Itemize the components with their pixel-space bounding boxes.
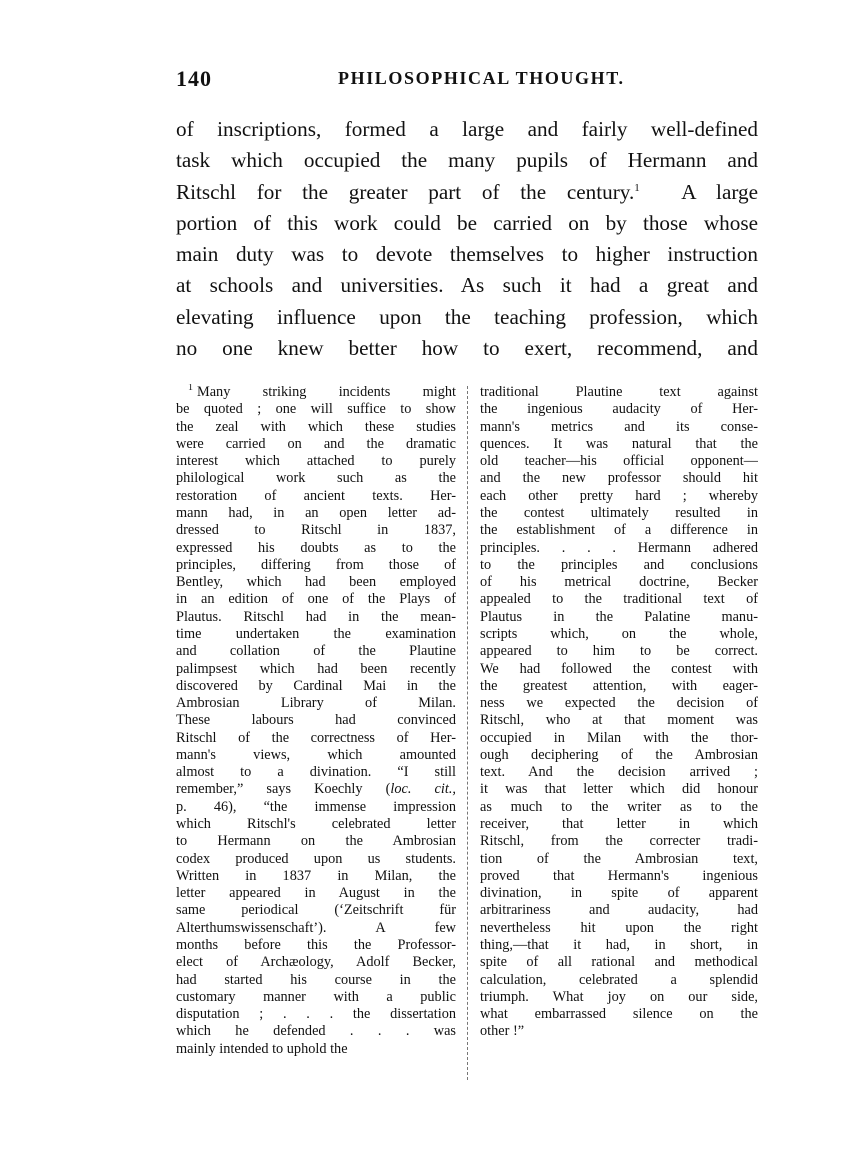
footnote-right-column: [480, 384, 758, 1041]
footnote-line: [176, 781, 456, 798]
footnote-line: [176, 764, 456, 781]
footnote-line: [176, 384, 456, 401]
footnote-line: [176, 643, 456, 660]
footnote-line-text: interest which attached to purely: [176, 453, 456, 470]
footnote-line: [176, 712, 456, 729]
footnote-line-text: appeared to him to be correct.: [480, 643, 758, 660]
footnote-line: [480, 453, 758, 470]
footnote-line: [480, 712, 758, 729]
main-line: no one knew better how to exert, recommend, and: [176, 336, 758, 361]
running-head: PHILOSOPHICAL THOUGHT.: [338, 68, 625, 88]
footnote-line-text: Ambrosian Library of Milan.: [176, 695, 456, 712]
footnote-line-text: philological work such as the: [176, 470, 456, 487]
footnote-line: [480, 851, 758, 868]
main-line: elevating influence upon the teaching profession, which: [176, 304, 758, 329]
footnote-line-text: scripts which, on the whole,: [480, 625, 758, 642]
footnote-line-text: spite of all rational and methodical: [480, 954, 758, 971]
footnote-line-text: to Hermann on the Ambrosian: [176, 833, 456, 850]
footnote-line-text: remember,” says Koechly (loc. cit.,: [176, 781, 456, 798]
footnote-line-text: Plautus in the Palatine manu-: [480, 608, 758, 625]
footnote-line: [176, 1023, 456, 1040]
footnote-line: [176, 540, 456, 557]
footnote-line-text: other !”: [480, 1023, 525, 1040]
footnote-line-text: expressed his doubts as to the: [176, 539, 456, 556]
footnote-line-text: Many striking incidents might: [197, 384, 456, 400]
footnote-line: [480, 626, 758, 643]
footnote-line-text: discovered by Cardinal Mai in the: [176, 677, 456, 694]
footnote-line: [480, 937, 758, 954]
footnote-line: [176, 661, 456, 678]
footnote-line-text: customary manner with a public: [176, 988, 456, 1005]
column-divider: [467, 386, 469, 1080]
footnote-line-text: which he defended . . . was: [176, 1023, 456, 1040]
footnote-line-text: Ritschl, from the correcter tradi-: [480, 833, 758, 850]
footnote-line: [480, 781, 758, 798]
main-line-tail: A large: [681, 179, 758, 204]
footnote-line-text: the contest ultimately resulted in: [480, 504, 758, 521]
footnote-line: [480, 609, 758, 626]
footnote-line: [480, 522, 758, 539]
footnote-line: [480, 661, 758, 678]
footnote-line-text: almost to a divination. “I still: [176, 764, 456, 781]
main-line: of inscriptions, formed a large and fairly well-defined: [176, 117, 758, 141]
footnote-line-text: of his metrical doctrine, Becker: [480, 574, 758, 591]
footnote-line-text: letter appeared in August in the: [176, 885, 456, 902]
footnote-line: [480, 384, 758, 401]
footnote-line-text: palimpsest which had been recently: [176, 660, 456, 677]
footnote-marker: 1: [188, 384, 193, 394]
page-number: 140: [176, 66, 212, 91]
footnote-line: [176, 868, 456, 885]
footnote-line-text: be quoted ; one will suffice to show: [176, 401, 456, 418]
footnote-line: [176, 453, 456, 470]
footnote-line: [176, 833, 456, 850]
footnote-line: [176, 730, 456, 747]
footnote-line-text: the establishment of a difference in: [480, 522, 758, 539]
footnote-line-text: each other pretty hard ; whereby: [480, 487, 758, 504]
footnote-line: [176, 419, 456, 436]
footnote-line-text: dressed to Ritschl in 1837,: [176, 522, 456, 539]
footnote-line: [176, 488, 456, 505]
footnote-line: [480, 1006, 758, 1023]
footnote-line-text: had started his course in the: [176, 971, 456, 988]
footnote-line: [176, 1041, 456, 1058]
footnote-line-text: Ritschl of the correctness of Her-: [176, 729, 456, 746]
main-line-text: Ritschl for the greater part of the century.: [176, 179, 635, 204]
footnote-line-text: nevertheless hit upon the right: [480, 919, 758, 936]
main-line: portion of this work could be carried on by those whose: [176, 210, 758, 235]
main-line: main duty was to devote themselves to higher instruction: [176, 242, 758, 267]
main-line: [176, 177, 758, 208]
footnote-line-text: elect of Archæology, Adolf Becker,: [176, 954, 456, 971]
footnote-line-text: months before this the Professor-: [176, 937, 456, 953]
footnote-line: [480, 833, 758, 850]
footnote-line: [176, 574, 456, 591]
footnote-line: [176, 1006, 456, 1023]
footnote-line: [176, 954, 456, 971]
footnote-line: [480, 419, 758, 436]
footnote-line-text: thing,—that it had, in short, in: [480, 937, 758, 953]
footnote-line-text: the greatest attention, with eager-: [480, 677, 758, 694]
footnote-line: [480, 954, 758, 971]
footnote-line-text: traditional Plautine text against: [480, 384, 758, 400]
footnote-line: [176, 609, 456, 626]
footnote-line: [176, 591, 456, 608]
footnote-line: [176, 799, 456, 816]
footnote-line-text: p. 46), “the immense impression: [176, 798, 456, 815]
footnote-line-text: mainly intended to uphold the: [176, 1040, 348, 1057]
footnote-line-text: in an edition of one of the Plays of: [176, 591, 456, 608]
footnote-line: [480, 885, 758, 902]
footnote-line-text: triumph. What joy on our side,: [480, 988, 758, 1005]
footnote-line: [176, 401, 456, 418]
footnote-line: [480, 574, 758, 591]
footnote-line-text: mann's metrics and its conse-: [480, 418, 758, 435]
footnote-line-text: mann's views, which amounted: [176, 746, 456, 763]
footnote-line: [480, 799, 758, 816]
main-line: at schools and universities. As such it had a great and: [176, 273, 758, 298]
footnote-line-text: arbitrariness and audacity, had: [480, 902, 758, 919]
footnote-line: [176, 557, 456, 574]
footnote-line: [176, 747, 456, 764]
footnote-line-text: codex produced upon us students.: [176, 850, 456, 867]
footnote-line: [480, 920, 758, 937]
footnote-line: [176, 695, 456, 712]
footnote-line: [176, 937, 456, 954]
footnote-line: [176, 972, 456, 989]
footnote-line-text: the zeal with which these studies: [176, 418, 456, 435]
footnote-line-text: as much to the writer as to the: [480, 798, 758, 815]
footnote-line-text: principles. . . . Hermann adhered: [480, 539, 758, 556]
footnote-line-text: same periodical (‘Zeitschrift für: [176, 902, 456, 919]
footnote-line-text: principles, differing from those of: [176, 556, 456, 573]
footnote-line-text: Ritschl, who at that moment was: [480, 712, 758, 729]
footnote-line-text: tion of the Ambrosian text,: [480, 850, 758, 867]
footnote-line: [480, 816, 758, 833]
footnote-line-text: calculation, celebrated a splendid: [480, 971, 758, 988]
footnote-line: [480, 868, 758, 885]
footnote-line: [480, 730, 758, 747]
footnote-line-text: and collation of the Plautine: [176, 643, 456, 660]
footnote-line-text: divination, in spite of apparent: [480, 885, 758, 902]
page-header: [176, 66, 758, 96]
footnote-line: [176, 678, 456, 695]
footnote-line: [480, 1023, 758, 1040]
footnote-line-text: old teacher—his official opponent—: [480, 453, 758, 470]
footnote-reference: 1: [634, 181, 640, 194]
footnote-line-text: ness we expected the decision of: [480, 695, 758, 712]
footnote-line-text: appealed to the traditional text of: [480, 591, 758, 608]
main-line: task which occupied the many pupils of Hermann and: [176, 148, 758, 173]
footnote-line-text: and the new professor should hit: [480, 470, 758, 487]
footnote-line-text: to the principles and conclusions: [480, 556, 758, 573]
footnote-line: [480, 764, 758, 781]
footnote-line: [176, 902, 456, 919]
footnote-line: [480, 401, 758, 418]
footnote-line-text: it was that letter which did honour: [480, 781, 758, 798]
footnote-line-text: the ingenious audacity of Her-: [480, 401, 758, 418]
footnote-line: [176, 989, 456, 1006]
footnote-line-text: which Ritschl's celebrated letter: [176, 816, 456, 833]
footnote-line: [480, 678, 758, 695]
footnote-line: [176, 505, 456, 522]
footnote-line-text: quences. It was natural that the: [480, 435, 758, 452]
footnote-line-text: text. And the decision arrived ;: [480, 764, 758, 781]
footnote-line-text: were carried on and the dramatic: [176, 435, 456, 452]
footnote-line: [176, 851, 456, 868]
footnote-line: [480, 695, 758, 712]
footnote-line-text: Alterthumswissenschaft’). A few: [176, 919, 456, 936]
footnote-line-text: disputation ; . . . the dissertation: [176, 1006, 456, 1023]
footnote-line-text: what embarrassed silence on the: [480, 1006, 758, 1023]
footnote-line: [480, 972, 758, 989]
footnote-line-text: proved that Hermann's ingenious: [480, 867, 758, 884]
footnote-line-text: ough deciphering of the Ambrosian: [480, 746, 758, 763]
footnote-left-column: [176, 384, 456, 1058]
footnote-line: [176, 920, 456, 937]
footnote-line: [176, 626, 456, 643]
footnote-line-text: These labours had convinced: [176, 712, 456, 729]
footnote-line: [176, 522, 456, 539]
footnote-line-text: receiver, that letter in which: [480, 816, 758, 833]
footnote-line: [176, 436, 456, 453]
footnote-line: [480, 557, 758, 574]
footnote-line-text: Bentley, which had been employed: [176, 574, 456, 591]
footnote-line-text: occupied in Milan with the thor-: [480, 729, 758, 746]
footnote-line: [176, 885, 456, 902]
footnote-line-text: Plautus. Ritschl had in the mean-: [176, 608, 456, 625]
footnote-line: [480, 540, 758, 557]
footnote-line: [480, 989, 758, 1006]
footnote-line: [480, 436, 758, 453]
main-text: [176, 114, 758, 364]
footnote-line: [176, 816, 456, 833]
footnote-line-text: mann had, in an open letter ad-: [176, 504, 456, 521]
footnote-line: [480, 747, 758, 764]
footnote-line-text: We had followed the contest with: [480, 660, 758, 677]
footnote-line: [176, 470, 456, 487]
footnote-line: [480, 591, 758, 608]
footnote-line: [480, 505, 758, 522]
footnote-line: [480, 902, 758, 919]
footnote-line: [480, 470, 758, 487]
footnote-line-text: restoration of ancient texts. Her-: [176, 487, 456, 504]
footnote-line-text: time undertaken the examination: [176, 625, 456, 642]
footnote-line: [480, 643, 758, 660]
footnote-line: [480, 488, 758, 505]
footnote-line-text: Written in 1837 in Milan, the: [176, 867, 456, 884]
